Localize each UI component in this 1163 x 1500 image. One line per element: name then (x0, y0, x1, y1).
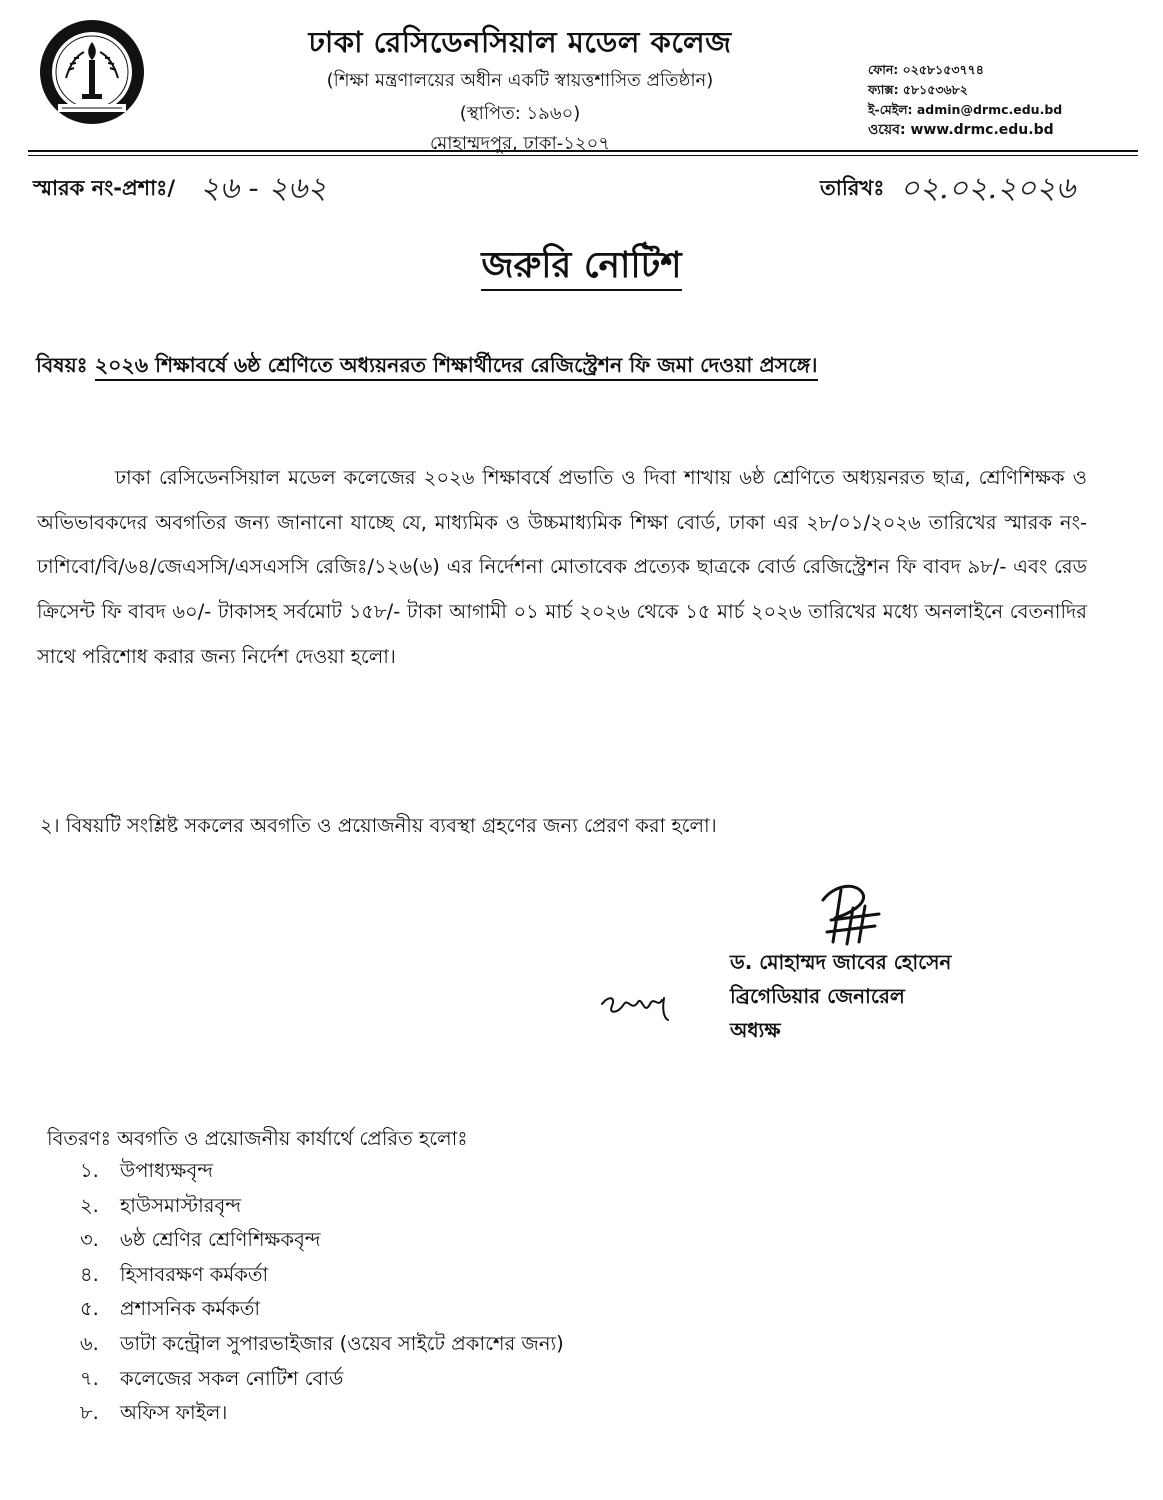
list-item: ২. হাউসমাস্টারবৃন্দ (80, 1193, 242, 1217)
signatory-title: অধ্যক্ষ (730, 1018, 781, 1042)
list-item: ১. উপাধ্যক্ষবৃন্দ (80, 1159, 213, 1182)
institution-subtitle: (শিক্ষা মন্ত্রণালয়ের অধীন একটি স্বায়ত্তশাসিত প্রতিষ্ঠান) (326, 70, 714, 91)
date-label: তারিখঃ (820, 176, 885, 200)
body-paragraph-1: ঢাকা রেসিডেনসিয়াল মডেল কলেজের ২০২৬ শিক্ষাবর্ষে প্রভাতি ও দিবা শাখায় ৬ষ্ঠ শ্রেণিতে অধ্যয়নরত ছাত্র, শ্রেণিশিক্ষক ও অভিভাবকদের অবগতির জন্য জানানো যাচ্ছে যে, মাধ্যমিক ও উচ্চমাধ্যমিক শিক্ষা বোর্ড, ঢাকা এর ২৮/০১/২০২৬ তারিখের স্মারক নং-ঢাশিবো/বি/৬৪/জেএসসি/এসএসসি রেজিঃ/১২৬(৬) এর নির্দেশনা মোতাবেক প্রত্যেক ছাত্রকে বোর্ড রেজিস্ট্রেশন ফি বাবদ ৯৮/- এবং রেড ক্রিসেন্ট ফি বাবদ ৬০/- টাকাসহ সর্বমোট ১৫৮/- টাকা আগামী ০১ মার্চ ২০২৬ থেকে ১৫ মার্চ ২০২৬ তারিখের মধ্যে অনলাইনে বেতনাদির সাথে পরিশোধ করার জন্য নির্দেশ দেওয়া হলো। (37, 466, 1087, 668)
list-item: ৩. ৬ষ্ঠ শ্রেণির শ্রেণিশিক্ষকবৃন্দ (80, 1228, 321, 1252)
body-paragraph-2: ২। বিষয়টি সংশ্লিষ্ট সকলের অবগতি ও প্রয়োজনীয় ব্যবস্থা গ্রহণের জন্য প্রেরণ করা হলো। (40, 814, 717, 837)
signatory-name: ড. মোহাম্মদ জাবের হোসেন (730, 950, 952, 974)
initial-signature (598, 990, 678, 1024)
notice-date: ০২.০২.২০২৬ (900, 171, 1076, 206)
list-item: ৮. অফিস ফাইল। (80, 1401, 228, 1425)
email-address: ই-মেইল: admin@drmc.edu.bd (868, 102, 1063, 117)
memo-label: স্মারক নং-প্রশাঃ/ (33, 176, 176, 200)
institution-address: মোহাম্মদপুর, ঢাকা-১২০৭ (429, 133, 611, 154)
subject-label: বিষয়ঃ (36, 353, 88, 377)
established-year: (স্থাপিত: ১৯৬০) (459, 103, 581, 124)
signatory-rank: ব্রিগেডিয়ার জেনারেল (730, 984, 905, 1008)
contact-block (868, 60, 1062, 140)
phone-number: ফোন: ০২৫৮১৫৩৭৭৪ (868, 62, 984, 77)
notice-title: জরুরি নোটিশ (481, 245, 681, 291)
list-item: ৬. ডাটা কন্ট্রোল সুপারভাইজার (ওয়েব সাইটে প্রকাশের জন্য) (80, 1331, 564, 1355)
principal-signature (805, 878, 895, 948)
list-item: ৫. প্রশাসনিক কর্মকর্তা (80, 1297, 261, 1321)
college-logo (38, 18, 146, 126)
fax-number: ফ্যাক্স: ৫৮১৫৩৬৮২ (868, 82, 968, 97)
list-item: ৭. কলেজের সকল নোটিশ বোর্ড (80, 1366, 344, 1390)
header-divider-thin (28, 155, 1138, 156)
subject-line (36, 350, 818, 384)
notice-title-wrap (0, 238, 1163, 298)
memo-number: ২৬ - ২৬২ (200, 171, 327, 206)
list-item: ৪. হিসাবরক্ষণ কর্মকর্তা (80, 1262, 269, 1286)
subject-text: ২০২৬ শিক্ষাবর্ষে ৬ষ্ঠ শ্রেণিতে অধ্যয়নরত শিক্ষার্থীদের রেজিস্ট্রেশন ফি জমা দেওয়া প্রসঙ্গে। (95, 353, 818, 381)
website-address: ওয়েব: www.drmc.edu.bd (868, 122, 1054, 138)
header-divider (28, 150, 1138, 152)
institution-name: ঢাকা রেসিডেনসিয়াল মডেল কলেজ (308, 25, 732, 59)
distribution-list (80, 1154, 564, 1431)
distribution-heading: বিতরণঃ অবগতি ও প্রয়োজনীয় কার্যার্থে প্রেরিত হলোঃ (47, 1127, 468, 1150)
